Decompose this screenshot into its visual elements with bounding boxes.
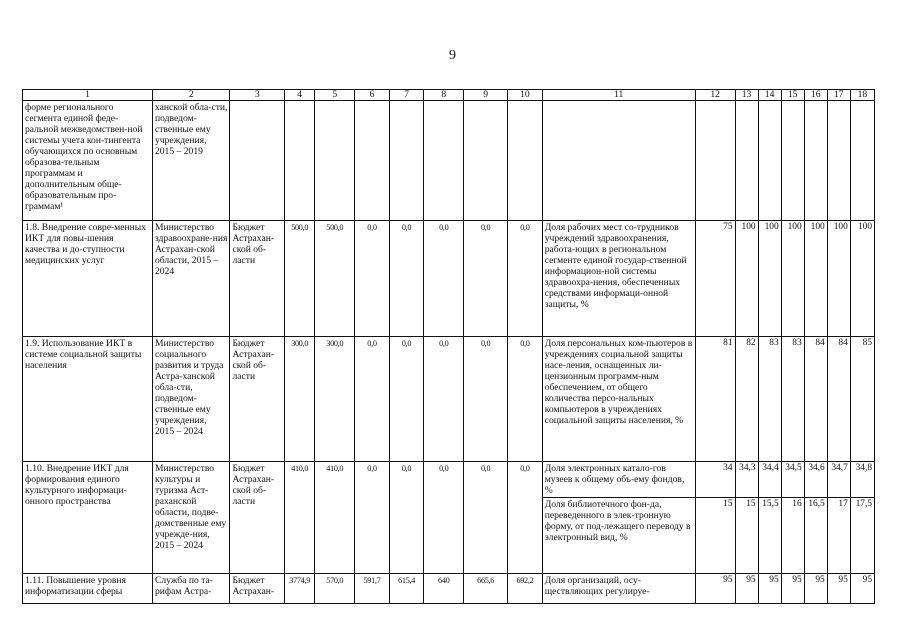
indicator-value-cell: 84	[804, 337, 827, 462]
indicator-value-cell	[735, 101, 758, 221]
indicator-value-cell: 81	[695, 337, 735, 462]
funding-source-cell: Бюджет Астрахан-	[230, 574, 284, 604]
header-cell: 1	[23, 90, 153, 101]
indicator-value-cell: 100	[827, 221, 850, 337]
indicator-value-cell: 34,3	[735, 462, 758, 498]
indicator-value-cell: 34,7	[827, 462, 850, 498]
indicator-value-cell: 95	[695, 574, 735, 604]
indicator-value-cell: 15	[735, 498, 758, 574]
indicator-value-cell: 95	[804, 574, 827, 604]
executor-cell: Министерство культуры и туризма Аст-раханской области, подве-домственные ему учрежде-ния, 2015 – 2024	[152, 462, 230, 574]
funding-value-cell: 0,0	[464, 221, 508, 337]
executor-cell: Служба по та-рифам Астра-	[152, 574, 230, 604]
funding-value-cell: 665,6	[464, 574, 508, 604]
funding-value-cell	[424, 101, 464, 221]
funding-value-cell: 640	[424, 574, 464, 604]
indicator-value-cell: 34,5	[781, 462, 804, 498]
indicator-value-cell	[781, 101, 804, 221]
funding-value-cell: 410,0	[315, 462, 355, 574]
indicator-value-cell	[695, 101, 735, 221]
funding-value-cell: 500,0	[284, 221, 314, 337]
indicator-value-cell: 34,4	[758, 462, 781, 498]
funding-value-cell: 300,0	[284, 337, 314, 462]
activity-name-cell: 1.9. Использование ИКТ в системе социальной защиты населения	[23, 337, 153, 462]
activity-name-cell: 1.11. Повышение уровня информатизации сферы	[23, 574, 153, 604]
funding-source-cell	[230, 101, 284, 221]
executor-cell: Министерство здравоохране-ния Астрахан-ской области, 2015 – 2024	[152, 221, 230, 337]
indicator-value-cell: 15	[695, 498, 735, 574]
table-row	[23, 101, 875, 221]
indicator-text-cell: Доля рабочих мест со-трудников учреждений здравоохранения, работа-ющих в региональном сегменте единой государ-ственной информацион-ной системы здравоохра-нения, обеспеченных средствами информаци-онной защиты, %	[542, 221, 695, 337]
indicator-value-cell: 100	[735, 221, 758, 337]
indicator-value-cell	[804, 101, 827, 221]
indicator-text-cell: Доля электронных катало-гов музеев к общему объ-ему фондов, %	[542, 462, 695, 498]
funding-source-cell: Бюджет Астрахан-ской об-ласти	[230, 221, 284, 337]
indicator-value-cell: 95	[781, 574, 804, 604]
funding-value-cell: 0,0	[424, 337, 464, 462]
header-cell: 13	[735, 90, 758, 101]
funding-value-cell: 692,2	[508, 574, 543, 604]
indicator-text-cell: Доля персональных ком-пьютеров в учреждениях социальной защиты насе-ления, оснащенных ли-цензионным программ-ным обеспечением, от общего количества персо-нальных компьютеров в учреждениях социальной защиты населения, %	[542, 337, 695, 462]
header-cell: 5	[315, 90, 355, 101]
table-row	[23, 337, 875, 462]
executor-cell: Министерство социального развития и труда Астра-ханской обла-сти, подведом-ственные ему учреждения, 2015 – 2024	[152, 337, 230, 462]
table-row	[23, 221, 875, 337]
funding-source-cell: Бюджет Астрахан-ской об-ласти	[230, 337, 284, 462]
funding-value-cell: 300,0	[315, 337, 355, 462]
funding-value-cell: 0,0	[464, 462, 508, 574]
funding-value-cell: 500,0	[315, 221, 355, 337]
indicator-value-cell: 17	[827, 498, 850, 574]
activity-name-cell: 1.10. Внедрение ИКТ для формирования единого культурного информаци-онного пространства	[23, 462, 153, 574]
indicator-value-cell: 100	[781, 221, 804, 337]
funding-value-cell	[315, 101, 355, 221]
activity-name-cell: форме регионального сегмента единой феде-ральной межведомствен-ной системы учета кон-тингента обучающихся по основным образова-тельным программам и дополнительным обще-образовательным про-граммам¹	[23, 101, 153, 221]
indicator-value-cell: 82	[735, 337, 758, 462]
funding-value-cell	[464, 101, 508, 221]
funding-value-cell: 0,0	[464, 337, 508, 462]
funding-value-cell: 0,0	[389, 221, 424, 337]
funding-value-cell: 0,0	[508, 462, 543, 574]
funding-value-cell	[284, 101, 314, 221]
funding-value-cell	[389, 101, 424, 221]
indicator-value-cell	[758, 101, 781, 221]
indicator-value-cell: 34	[695, 462, 735, 498]
indicator-value-cell: 100	[758, 221, 781, 337]
activity-name-cell: 1.8. Внедрение совре-менных ИКТ для повы-шения качества и до-ступности медицинских услуг	[23, 221, 153, 337]
funding-source-cell: Бюджет Астрахан-ской об-ласти	[230, 462, 284, 574]
table-row	[23, 574, 875, 604]
indicator-value-cell: 95	[735, 574, 758, 604]
indicator-value-cell: 75	[695, 221, 735, 337]
funding-value-cell: 0,0	[424, 221, 464, 337]
indicator-text-cell: Доля библиотечного фон-да, переведенного в элек-тронную форму, от под-лежащего переводу в электронный вид, %	[542, 498, 695, 574]
indicator-text-cell: Доля организаций, осу-ществляющих регулируе-	[542, 574, 695, 604]
funding-value-cell: 0,0	[389, 462, 424, 574]
funding-value-cell: 0,0	[508, 337, 543, 462]
indicator-value-cell: 84	[827, 337, 850, 462]
indicator-value-cell: 100	[850, 221, 874, 337]
indicator-value-cell: 34,8	[850, 462, 874, 498]
header-cell: 18	[850, 90, 874, 101]
header-cell: 3	[230, 90, 284, 101]
header-cell: 7	[389, 90, 424, 101]
header-cell: 6	[355, 90, 390, 101]
header-cell: 10	[508, 90, 543, 101]
funding-value-cell: 0,0	[355, 221, 390, 337]
indicator-value-cell: 95	[758, 574, 781, 604]
indicator-value-cell: 85	[850, 337, 874, 462]
funding-value-cell: 591,7	[355, 574, 390, 604]
indicator-value-cell	[827, 101, 850, 221]
header-cell: 4	[284, 90, 314, 101]
header-cell: 9	[464, 90, 508, 101]
header-cell: 17	[827, 90, 850, 101]
header-cell: 12	[695, 90, 735, 101]
page-number: 9	[449, 48, 456, 63]
header-cell: 11	[542, 90, 695, 101]
indicator-value-cell: 15,5	[758, 498, 781, 574]
header-row	[23, 90, 875, 101]
funding-value-cell: 410,0	[284, 462, 314, 574]
indicator-text-cell	[542, 101, 695, 221]
indicator-value-cell: 16	[781, 498, 804, 574]
header-cell: 15	[781, 90, 804, 101]
header-cell: 8	[424, 90, 464, 101]
indicator-value-cell: 16,5	[804, 498, 827, 574]
indicator-value-cell: 34,6	[804, 462, 827, 498]
funding-value-cell: 615,4	[389, 574, 424, 604]
indicator-value-cell: 83	[781, 337, 804, 462]
indicator-value-cell	[850, 101, 874, 221]
funding-value-cell: 570,0	[315, 574, 355, 604]
funding-value-cell: 0,0	[389, 337, 424, 462]
funding-value-cell: 0,0	[355, 462, 390, 574]
indicator-value-cell: 17,5	[850, 498, 874, 574]
indicator-value-cell: 95	[827, 574, 850, 604]
funding-value-cell: 0,0	[424, 462, 464, 574]
header-cell: 14	[758, 90, 781, 101]
funding-value-cell	[508, 101, 543, 221]
funding-value-cell: 3774,9	[284, 574, 314, 604]
table-body	[23, 90, 875, 604]
table-row	[23, 462, 875, 498]
executor-cell: ханской обла-сти, подведом-ственные ему учреждения, 2015 – 2019	[152, 101, 230, 221]
program-table	[22, 89, 875, 604]
funding-value-cell	[355, 101, 390, 221]
indicator-value-cell: 83	[758, 337, 781, 462]
header-cell: 2	[152, 90, 230, 101]
indicator-value-cell: 100	[804, 221, 827, 337]
funding-value-cell: 0,0	[508, 221, 543, 337]
funding-value-cell: 0,0	[355, 337, 390, 462]
header-cell: 16	[804, 90, 827, 101]
indicator-value-cell: 95	[850, 574, 874, 604]
